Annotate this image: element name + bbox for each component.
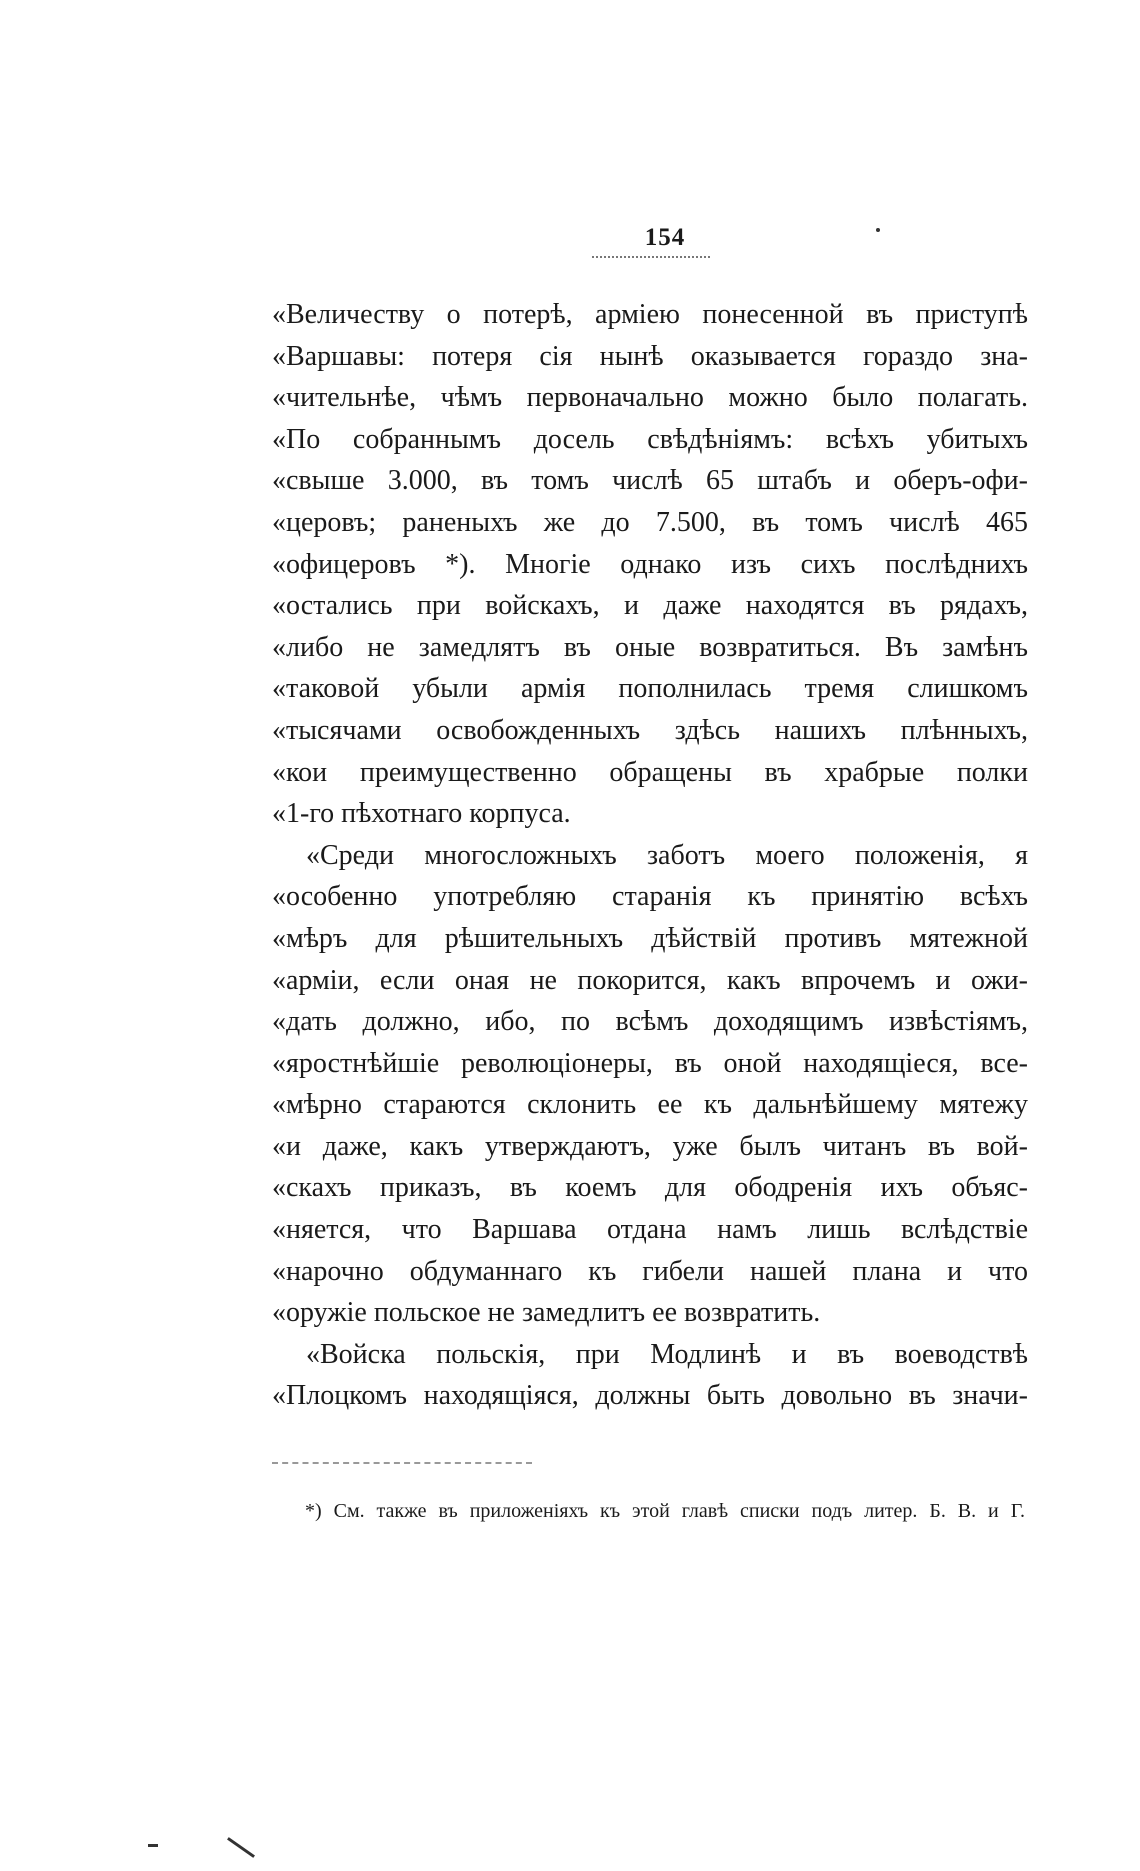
body-text (272, 294, 1028, 1417)
text-line: «остались при войскахъ, и даже находятся въ рядахъ, (272, 590, 1028, 622)
text-line: «1-го пѣхотнаго корпуса. (272, 798, 571, 830)
text-line: «Плоцкомъ находящіяся, должны быть довольно въ значи- (272, 1380, 1028, 1412)
text-line: «няется, что Варшава отдана намъ лишь вслѣдствіе (272, 1214, 1028, 1246)
scan-speck (876, 228, 880, 232)
text-line: «тысячами освобожденныхъ здѣсь нашихъ плѣнныхъ, (272, 714, 1028, 746)
text-line: «чительнѣе, чѣмъ первоначально можно было полагать. (272, 382, 1028, 414)
text-line: «дать должно, ибо, по всѣмъ доходящимъ извѣстіямъ, (272, 1006, 1028, 1038)
text-line: «нарочно обдуманнаго къ гибели нашей плана и что (272, 1255, 1028, 1287)
text-line: «таковой убыли армія пополнилась тремя слишкомъ (272, 673, 1028, 705)
text-line: «оружіе польское не замедлитъ ее возвратить. (272, 1297, 821, 1329)
scan-speck (148, 1844, 158, 1847)
footnote: *) См. также въ приложеніяхъ къ этой главѣ списки подъ литер. Б. В. и Г. (305, 1500, 1025, 1522)
page-number-rule (592, 256, 710, 258)
text-line: «мѣръ для рѣшительныхъ дѣйствій противъ мятежной (272, 922, 1028, 954)
text-line: «яростнѣйшіе революціонеры, въ оной находящіеся, все- (272, 1047, 1028, 1079)
page-number: 154 (644, 224, 686, 251)
text-line: «либо не замедлятъ въ оные возвратиться. Въ замѣнъ (272, 631, 1028, 663)
text-line: «особенно употребляю старанія къ принятію всѣхъ (272, 881, 1028, 913)
text-line: «По собраннымъ досель свѣдѣніямъ: всѣхъ убитыхъ (272, 423, 1028, 455)
text-line: «кои преимущественно обращены въ храбрые полки (272, 756, 1028, 788)
scan-speck (227, 1837, 255, 1858)
text-line: «Величеству о потерѣ, арміею понесенной въ приступѣ (272, 299, 1028, 330)
text-line: «скахъ приказъ, въ коемъ для ободренія ихъ объяс- (272, 1172, 1028, 1204)
text-line: «церовъ; раненыхъ же до 7.500, въ томъ числѣ 465 (272, 506, 1028, 538)
text-line: «и даже, какъ утверждаютъ, уже былъ читанъ въ вой- (272, 1130, 1028, 1162)
text-line: «офицеровъ *). Многіе однако изъ сихъ послѣднихъ (272, 548, 1028, 580)
text-line: «Войска польскія, при Модлинѣ и въ воеводствѣ (306, 1338, 1028, 1370)
text-line: «арміи, если оная не покорится, какъ впрочемъ и ожи- (272, 964, 1028, 996)
text-line: «мѣрно стараются склонить ее къ дальнѣйшему мятежу (272, 1089, 1028, 1121)
text-line: «Варшавы: потеря сія нынѣ оказывается гораздо зна- (272, 340, 1028, 372)
footnote-rule (272, 1462, 532, 1464)
text-line: «Среди многосложныхъ заботъ моего положенія, я (306, 839, 1028, 871)
text-line: «свыше 3.000, въ томъ числѣ 65 штабъ и оберъ-офи- (272, 465, 1028, 497)
